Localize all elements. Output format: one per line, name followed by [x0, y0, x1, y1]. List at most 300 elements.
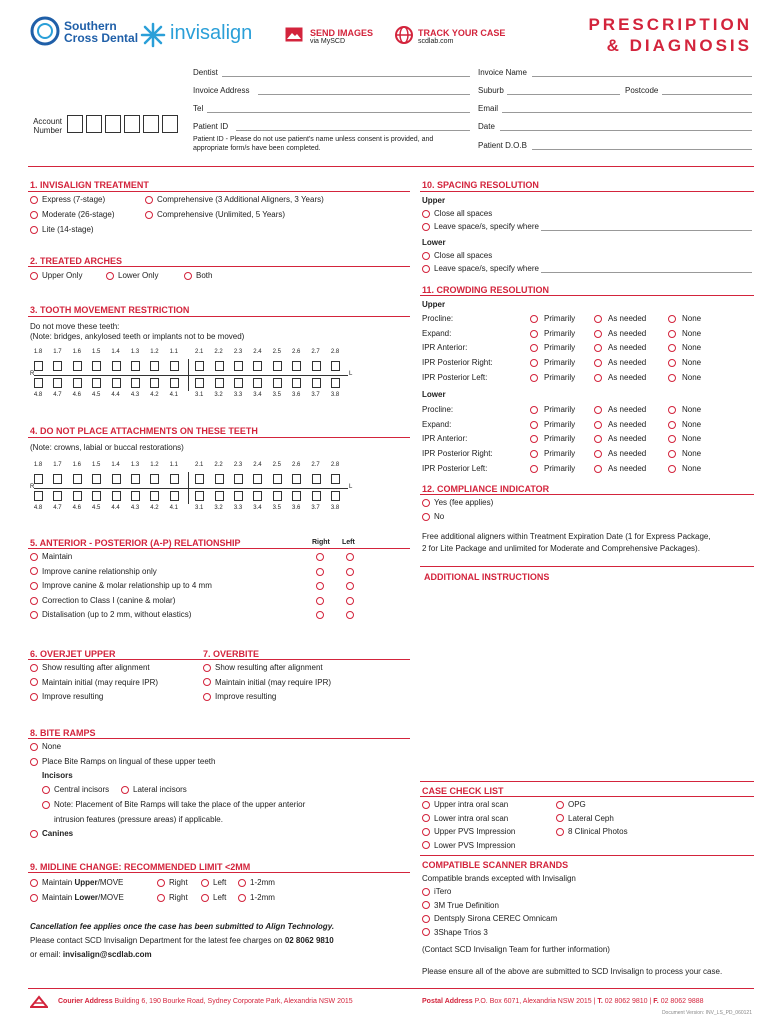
tooth-box[interactable] [150, 474, 159, 484]
ensure-notice: Please ensure all of the above are submitted to SCD Invisalign to process your case. [422, 967, 723, 976]
option-primarily[interactable] [530, 358, 575, 367]
radio[interactable] [422, 814, 430, 822]
option-lower-right[interactable] [157, 893, 188, 902]
radio[interactable] [157, 879, 165, 887]
option-as-needed[interactable] [594, 434, 646, 443]
scanner-item[interactable] [422, 928, 488, 937]
tooth-box[interactable] [253, 361, 262, 371]
option-primarily[interactable] [530, 314, 575, 323]
tooth-box[interactable] [273, 474, 282, 484]
tooth-box[interactable] [34, 474, 43, 484]
radio[interactable] [30, 758, 38, 766]
tooth-box[interactable] [234, 378, 243, 388]
tooth-box[interactable] [292, 474, 301, 484]
radio[interactable] [30, 611, 38, 619]
tooth-box[interactable] [292, 361, 301, 371]
option-upper-right[interactable] [157, 878, 188, 887]
tooth-box[interactable] [170, 474, 179, 484]
additional-instructions-field[interactable] [420, 586, 754, 776]
tooth-box[interactable] [170, 491, 179, 501]
radio[interactable] [668, 450, 676, 458]
ap-right-radio[interactable] [316, 568, 324, 576]
radio[interactable] [145, 211, 153, 219]
option-upper-only[interactable] [30, 271, 82, 280]
option-none[interactable] [668, 449, 701, 458]
send-images-link[interactable]: SEND IMAGES [310, 28, 374, 38]
option-primarily[interactable] [530, 420, 575, 429]
checklist-item[interactable] [556, 814, 614, 823]
radio[interactable] [30, 894, 38, 902]
overbite-option[interactable] [203, 692, 276, 701]
option-upper-1-2mm[interactable] [238, 878, 275, 887]
radio[interactable] [594, 344, 602, 352]
tooth-box[interactable] [112, 361, 121, 371]
checklist-item[interactable] [556, 827, 628, 836]
scanner-item[interactable] [422, 901, 499, 910]
ap-left-radio[interactable] [346, 611, 354, 619]
tooth-box[interactable] [312, 491, 321, 501]
tooth-box[interactable] [34, 361, 43, 371]
overjet-option[interactable] [30, 692, 103, 701]
radio[interactable] [30, 211, 38, 219]
option-bite-ramps-none[interactable] [30, 742, 61, 751]
tooth-box[interactable] [253, 378, 262, 388]
tooth-label: 2.2 [214, 462, 223, 468]
tooth-box[interactable] [170, 361, 179, 371]
radio[interactable] [530, 435, 538, 443]
tooth-box[interactable] [195, 378, 204, 388]
account-box[interactable] [124, 115, 140, 133]
tooth-label: 1.3 [130, 349, 140, 355]
option-as-needed[interactable] [594, 405, 646, 414]
tooth-box[interactable] [292, 378, 301, 388]
tooth-box[interactable] [73, 361, 82, 371]
radio[interactable] [30, 743, 38, 751]
option-primarily[interactable] [530, 464, 575, 473]
ap-right-radio[interactable] [316, 553, 324, 561]
tooth-label: 1.7 [53, 349, 62, 355]
tooth-box[interactable] [92, 474, 101, 484]
radio[interactable] [238, 894, 246, 902]
option-place-bite-ramps[interactable] [30, 757, 215, 766]
option-label: Maintain [42, 893, 75, 902]
option-label: Primarily [544, 405, 576, 414]
option-none[interactable] [668, 314, 701, 323]
tooth-box[interactable] [131, 361, 140, 371]
tooth-box[interactable] [73, 474, 82, 484]
option-as-needed[interactable] [594, 449, 646, 458]
tooth-box[interactable] [112, 491, 121, 501]
radio[interactable] [30, 597, 38, 605]
option-label: As needed [608, 358, 647, 368]
ap-left-radio[interactable] [346, 568, 354, 576]
account-box[interactable] [162, 115, 178, 133]
option-label: Maintain [42, 552, 73, 561]
tooth-box[interactable] [53, 474, 62, 484]
ap-option[interactable] [30, 567, 157, 576]
radio[interactable] [30, 879, 38, 887]
tooth-box[interactable] [312, 378, 321, 388]
tooth-box[interactable] [73, 491, 82, 501]
radio[interactable] [30, 272, 38, 280]
tooth-box[interactable] [253, 491, 262, 501]
radio[interactable] [30, 693, 38, 701]
option-bite-ramps-note[interactable] [42, 800, 305, 809]
tooth-box[interactable] [253, 474, 262, 484]
radio[interactable] [530, 465, 538, 473]
tooth-box[interactable] [53, 361, 62, 371]
option-compliance-no[interactable] [422, 512, 444, 521]
radio[interactable] [422, 223, 430, 231]
tooth-box[interactable] [292, 491, 301, 501]
ap-right-radio[interactable] [316, 597, 324, 605]
globe-icon [395, 26, 413, 44]
contact-email[interactable]: invisalign@scdlab.com [62, 950, 152, 959]
tooth-box[interactable] [215, 474, 224, 484]
radio[interactable] [422, 841, 430, 849]
radio[interactable] [530, 315, 538, 323]
tooth-box[interactable] [331, 474, 340, 484]
tooth-label: 1.4 [111, 349, 120, 355]
tooth-box[interactable] [273, 378, 282, 388]
tooth-box[interactable] [234, 361, 243, 371]
radio[interactable] [594, 330, 602, 338]
radio[interactable] [668, 330, 676, 338]
radio[interactable] [422, 513, 430, 521]
option-label: As needed [608, 434, 647, 444]
option-as-needed[interactable] [594, 373, 646, 382]
option-label: None [682, 405, 702, 414]
radio[interactable] [668, 435, 676, 443]
radio[interactable] [594, 421, 602, 429]
overbite-option[interactable] [203, 663, 323, 672]
phone-label: T. [597, 998, 603, 1005]
tooth-label: 3.3 [233, 505, 243, 511]
option-lateral-incisors[interactable] [121, 785, 187, 794]
option-lower-left[interactable] [201, 893, 226, 902]
radio[interactable] [30, 830, 38, 838]
option-label: Primarily [544, 343, 576, 353]
option-as-needed[interactable] [594, 329, 646, 338]
radio[interactable] [30, 664, 38, 672]
tooth-box[interactable] [312, 474, 321, 484]
option-label: 3Shape Trios 3 [434, 927, 488, 937]
option-upper-leave-space[interactable] [422, 222, 539, 231]
scanner-item[interactable] [422, 914, 557, 923]
ap-option[interactable] [30, 552, 72, 561]
radio[interactable] [30, 678, 38, 686]
radio[interactable] [422, 901, 430, 909]
tooth-box[interactable] [34, 378, 43, 388]
tooth-box[interactable] [234, 491, 243, 501]
tooth-box[interactable] [112, 378, 121, 388]
option-none[interactable] [668, 434, 701, 443]
divider [420, 494, 754, 495]
checklist-item[interactable] [422, 841, 515, 850]
invoice-name-field[interactable] [532, 76, 752, 77]
option-as-needed[interactable] [594, 358, 646, 367]
radio[interactable] [422, 828, 430, 836]
radio[interactable] [556, 801, 564, 809]
radio[interactable] [30, 196, 38, 204]
ap-left-radio[interactable] [346, 597, 354, 605]
option-label: Right [169, 878, 188, 887]
ap-option[interactable] [30, 581, 212, 590]
option-lower-leave-space[interactable] [422, 264, 539, 273]
radio[interactable] [594, 359, 602, 367]
radio[interactable] [157, 894, 165, 902]
tooth-box[interactable] [131, 378, 140, 388]
account-box[interactable] [67, 115, 83, 133]
radio[interactable] [422, 801, 430, 809]
account-box[interactable] [105, 115, 121, 133]
radio[interactable] [30, 567, 38, 575]
option-label: Lower PVS Impression [434, 840, 516, 850]
title-line1: PRESCRIPTION [588, 15, 752, 34]
option-none[interactable] [668, 420, 701, 429]
option-primarily[interactable] [530, 434, 575, 443]
option-primarily[interactable] [530, 329, 575, 338]
option-label: Primarily [544, 463, 576, 473]
tooth-box[interactable] [73, 378, 82, 388]
radio[interactable] [422, 915, 430, 923]
tooth-label: 3.4 [253, 392, 262, 398]
radio[interactable] [530, 374, 538, 382]
tooth-box[interactable] [234, 474, 243, 484]
radio[interactable] [184, 272, 192, 280]
ap-left-radio[interactable] [346, 553, 354, 561]
option-both[interactable] [184, 271, 212, 280]
option-maintain-lower[interactable] [30, 893, 124, 902]
radio[interactable] [668, 359, 676, 367]
radio[interactable] [30, 226, 38, 234]
ap-left-radio[interactable] [346, 582, 354, 590]
option-maintain-upper[interactable] [30, 878, 123, 887]
tooth-box[interactable] [195, 491, 204, 501]
radio[interactable] [422, 210, 430, 218]
ap-right-radio[interactable] [316, 611, 324, 619]
email-field[interactable] [502, 112, 752, 113]
radio[interactable] [422, 928, 430, 936]
option-label: 3M True Definition [434, 900, 499, 910]
radio[interactable] [30, 553, 38, 561]
tooth-box[interactable] [331, 361, 340, 371]
option-as-needed[interactable] [594, 464, 646, 473]
tooth-box[interactable] [92, 361, 101, 371]
overjet-option[interactable] [30, 663, 150, 672]
option-compliance-yes[interactable] [422, 498, 493, 507]
option-as-needed[interactable] [594, 314, 646, 323]
radio[interactable] [594, 315, 602, 323]
radio[interactable] [42, 786, 50, 794]
radio[interactable] [668, 315, 676, 323]
radio[interactable] [530, 344, 538, 352]
radio[interactable] [201, 879, 209, 887]
option-label: /MOVE [98, 893, 124, 902]
option-label: None [682, 463, 702, 473]
option-primarily[interactable] [530, 373, 575, 382]
section-1-title: 1. INVISALIGN TREATMENT [30, 180, 149, 190]
track-case-link[interactable]: TRACK YOUR CASE [418, 28, 506, 38]
option-comprehensive-5[interactable] [145, 210, 285, 219]
invoice-address-label: Invoice Address [193, 86, 250, 95]
option-label: As needed [608, 343, 647, 353]
option-none[interactable] [668, 405, 701, 414]
option-label: /MOVE [97, 878, 124, 887]
overbite-option[interactable] [203, 678, 331, 687]
option-primarily[interactable] [530, 405, 575, 414]
tooth-box[interactable] [150, 491, 159, 501]
tooth-label: 1.8 [33, 462, 43, 468]
tooth-box[interactable] [92, 491, 101, 501]
radio[interactable] [594, 374, 602, 382]
tooth-box[interactable] [92, 378, 101, 388]
tel-label: Tel [193, 104, 204, 113]
option-canines[interactable] [30, 829, 73, 838]
option-lite[interactable] [30, 225, 94, 234]
patient-id-field[interactable] [236, 130, 470, 131]
tooth-box[interactable] [215, 361, 224, 371]
invoice-address-field[interactable] [258, 94, 470, 95]
checklist-item[interactable] [422, 827, 515, 836]
suburb-field[interactable] [507, 94, 620, 95]
tel-field[interactable] [207, 112, 470, 113]
checklist-item[interactable] [556, 800, 586, 809]
tooth-box[interactable] [331, 378, 340, 388]
option-as-needed[interactable] [594, 343, 646, 352]
radio[interactable] [556, 814, 564, 822]
option-lower-only[interactable] [106, 271, 158, 280]
option-as-needed[interactable] [594, 420, 646, 429]
option-none[interactable] [668, 343, 701, 352]
radio[interactable] [556, 828, 564, 836]
radio[interactable] [594, 465, 602, 473]
tooth-box[interactable] [195, 474, 204, 484]
radio[interactable] [668, 374, 676, 382]
dentist-field[interactable] [222, 76, 470, 77]
crowding-row-label: IPR Posterior Left: [422, 372, 488, 382]
radio[interactable] [422, 499, 430, 507]
radio[interactable] [594, 450, 602, 458]
radio[interactable] [422, 888, 430, 896]
option-none[interactable] [668, 464, 701, 473]
radio[interactable] [594, 435, 602, 443]
tooth-label: 1.2 [150, 462, 159, 468]
tooth-box[interactable] [312, 361, 321, 371]
option-label: Left [213, 893, 227, 902]
tooth-box[interactable] [53, 378, 62, 388]
checklist-item[interactable] [422, 814, 508, 823]
radio[interactable] [106, 272, 114, 280]
option-label: 1-2mm [250, 893, 275, 902]
radio[interactable] [422, 265, 430, 273]
radio[interactable] [530, 359, 538, 367]
option-none[interactable] [668, 373, 701, 382]
tooth-box[interactable] [150, 378, 159, 388]
tooth-box[interactable] [331, 491, 340, 501]
date-field[interactable] [500, 130, 752, 131]
tooth-box[interactable] [131, 491, 140, 501]
tooth-box[interactable] [195, 361, 204, 371]
radio[interactable] [201, 894, 209, 902]
option-none[interactable] [668, 329, 701, 338]
overjet-option[interactable] [30, 678, 158, 687]
radio[interactable] [668, 421, 676, 429]
divider [28, 316, 410, 317]
tooth-box[interactable] [170, 378, 179, 388]
option-comprehensive-3[interactable] [145, 195, 324, 204]
option-central-incisors[interactable] [42, 785, 109, 794]
additional-instructions-title: ADDITIONAL INSTRUCTIONS [424, 572, 550, 582]
radio[interactable] [530, 450, 538, 458]
radio[interactable] [203, 678, 211, 686]
radio[interactable] [203, 664, 211, 672]
radio[interactable] [530, 330, 538, 338]
tooth-label: 1.1 [169, 349, 178, 355]
radio[interactable] [203, 693, 211, 701]
checklist-item[interactable] [422, 800, 508, 809]
radio[interactable] [42, 801, 50, 809]
tooth-box[interactable] [215, 378, 224, 388]
tooth-box[interactable] [34, 491, 43, 501]
ap-right-radio[interactable] [316, 582, 324, 590]
option-primarily[interactable] [530, 449, 575, 458]
radio[interactable] [668, 465, 676, 473]
option-label-bold: Lower [74, 893, 99, 902]
radio[interactable] [422, 252, 430, 260]
spacing-upper-label: Upper [422, 196, 446, 205]
tooth-label: 2.8 [330, 349, 340, 355]
divider [420, 295, 754, 296]
scanner-item[interactable] [422, 887, 451, 896]
postcode-field[interactable] [662, 94, 752, 95]
option-lower-close-spaces[interactable] [422, 251, 492, 260]
radio[interactable] [238, 879, 246, 887]
option-primarily[interactable] [530, 343, 575, 352]
radio[interactable] [668, 344, 676, 352]
tooth-box[interactable] [273, 361, 282, 371]
tooth-box[interactable] [273, 491, 282, 501]
option-express[interactable] [30, 195, 105, 204]
option-upper-close-spaces[interactable] [422, 209, 492, 218]
option-moderate[interactable] [30, 210, 114, 219]
account-box[interactable] [86, 115, 102, 133]
radio[interactable] [121, 786, 129, 794]
option-none[interactable] [668, 358, 701, 367]
radio[interactable] [668, 406, 676, 414]
tooth-box[interactable] [131, 474, 140, 484]
patient-dob-field[interactable] [532, 149, 752, 150]
tooth-box[interactable] [112, 474, 121, 484]
radio[interactable] [530, 421, 538, 429]
radio[interactable] [30, 582, 38, 590]
account-box[interactable] [143, 115, 159, 133]
upper-leave-space-field[interactable] [541, 230, 752, 231]
tooth-box[interactable] [215, 491, 224, 501]
radio[interactable] [530, 406, 538, 414]
radio[interactable] [145, 196, 153, 204]
section-4-note: (Note: crowns, labial or buccal restorations) [30, 443, 184, 452]
invisalign-wordmark: invisalign [170, 22, 253, 44]
tooth-box[interactable] [53, 491, 62, 501]
tooth-box[interactable] [150, 361, 159, 371]
radio[interactable] [594, 406, 602, 414]
option-lower-1-2mm[interactable] [238, 893, 275, 902]
lower-leave-space-field[interactable] [541, 272, 752, 273]
ap-option[interactable] [30, 610, 191, 619]
option-upper-left[interactable] [201, 878, 226, 887]
ap-option[interactable] [30, 596, 175, 605]
